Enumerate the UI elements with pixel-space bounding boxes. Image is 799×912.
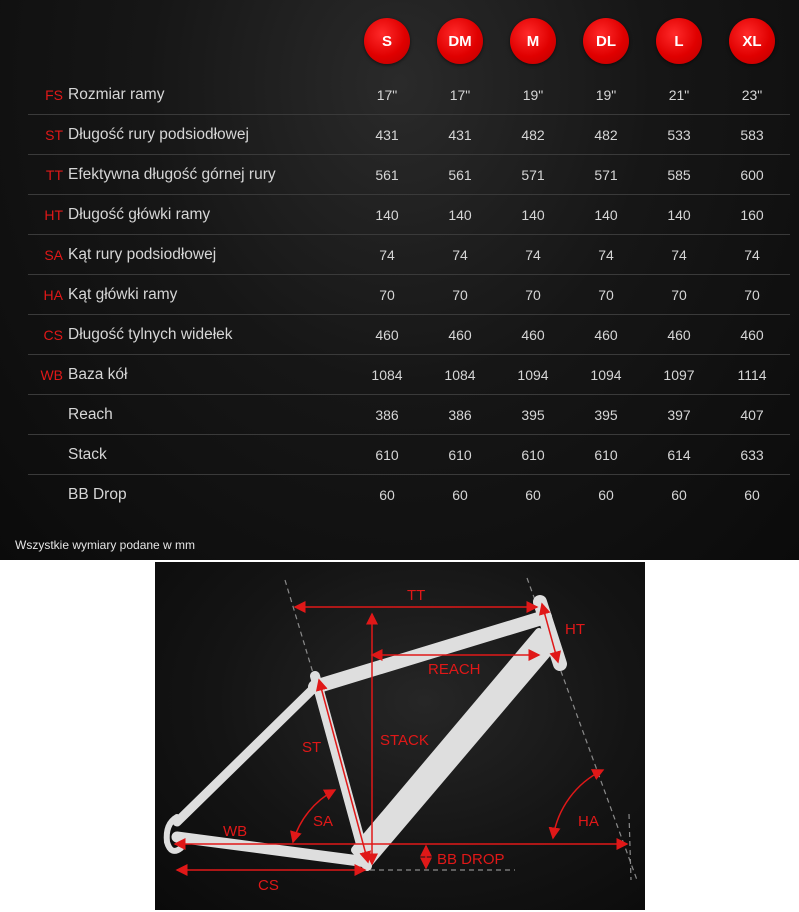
table-cell: 1097 (663, 367, 695, 383)
ht-label: HT (565, 621, 585, 638)
dimension-label: Efektywna długość górnej rury (68, 166, 276, 183)
table-cell: 60 (525, 487, 541, 503)
size-badge-l: L (656, 18, 702, 64)
table-cell: 70 (598, 287, 614, 303)
table-cell: 1114 (737, 367, 767, 383)
table-cell: 140 (521, 207, 545, 223)
table-row (28, 395, 790, 435)
dimension-label: Długość rury podsiodłowej (68, 126, 249, 143)
wb-label: WB (223, 823, 248, 840)
table-cell: 21" (668, 87, 690, 103)
table-cell: 460 (448, 327, 472, 343)
table-cell: 140 (594, 207, 618, 223)
table-cell: 395 (594, 407, 618, 423)
table-cell: 397 (667, 407, 691, 423)
table-cell: 74 (598, 247, 614, 263)
table-cell: 585 (667, 167, 691, 183)
table-cell: 70 (525, 287, 541, 303)
dimension-code: ST (45, 127, 63, 143)
table-row (28, 355, 790, 395)
table-cell: 1094 (590, 367, 622, 383)
table-cell: 533 (667, 127, 691, 143)
table-cell: 23" (741, 87, 763, 103)
table-row (28, 435, 790, 475)
table-cell: 610 (448, 447, 472, 463)
table-cell: 17" (376, 87, 398, 103)
chain-stay (177, 837, 367, 862)
table-cell: 431 (375, 127, 399, 143)
table-cell: 19" (522, 87, 544, 103)
table-cell: 386 (375, 407, 399, 423)
dimension-label: Długość główki ramy (68, 206, 211, 223)
table-cell: 19" (595, 87, 617, 103)
table-cell: 571 (594, 167, 618, 183)
table-row (28, 115, 790, 155)
st-label: ST (302, 739, 322, 756)
table-cell: 60 (379, 487, 395, 503)
table-cell: 460 (375, 327, 399, 343)
table-cell: 70 (671, 287, 687, 303)
dimension-label: Reach (68, 406, 113, 423)
size-badge-dm: DM (437, 18, 483, 64)
table-cell: 460 (594, 327, 618, 343)
frame-geometry-diagram (155, 562, 645, 910)
table-row (28, 275, 790, 315)
table-cell: 583 (740, 127, 764, 143)
dimension-label: Stack (68, 446, 107, 463)
table-cell: 140 (667, 207, 691, 223)
table-cell: 74 (744, 247, 760, 263)
table-cell: 60 (598, 487, 614, 503)
table-cell: 600 (740, 167, 764, 183)
table-row (28, 315, 790, 355)
ha-label: HA (578, 813, 599, 830)
table-cell: 70 (452, 287, 468, 303)
table-cell: 74 (452, 247, 468, 263)
size-badge-xl: XL (729, 18, 775, 64)
table-cell: 60 (452, 487, 468, 503)
bb-drop-label: BB DROP (437, 851, 505, 868)
sa-label: SA (313, 813, 334, 830)
table-cell: 571 (521, 167, 545, 183)
size-badge-dl: DL (583, 18, 629, 64)
table-cell: 431 (448, 127, 472, 143)
dimension-label: Kąt rury podsiodłowej (68, 246, 217, 263)
table-cell: 70 (379, 287, 395, 303)
units-footnote: Wszystkie wymiary podane w mm (15, 538, 196, 552)
dimension-code (28, 475, 63, 515)
table-cell: 1084 (444, 367, 476, 383)
dimension-label: Kąt główki ramy (68, 286, 178, 303)
table-cell: 140 (375, 207, 399, 223)
table-cell: 140 (448, 207, 472, 223)
table-cell: 460 (667, 327, 691, 343)
table-row (28, 155, 790, 195)
dimension-code: WB (40, 367, 63, 383)
reach-label: REACH (428, 661, 481, 678)
size-badge-s: S (364, 18, 410, 64)
dimension-label: Baza kół (68, 366, 128, 383)
dimension-code: CS (43, 327, 63, 343)
table-row (28, 235, 790, 275)
table-cell: 74 (525, 247, 541, 263)
table-cell: 610 (375, 447, 399, 463)
cs-label: CS (258, 877, 279, 894)
dimension-label: BB Drop (68, 486, 127, 503)
geometry-table (28, 75, 790, 515)
table-cell: 614 (667, 447, 691, 463)
size-badge-m: M (510, 18, 556, 64)
size-header (0, 18, 799, 64)
dimension-code: HA (43, 287, 63, 303)
table-cell: 70 (744, 287, 760, 303)
table-cell: 561 (448, 167, 472, 183)
dimension-code (28, 395, 63, 435)
table-cell: 60 (744, 487, 760, 503)
table-cell: 74 (671, 247, 687, 263)
stack-label: STACK (380, 732, 429, 749)
table-cell: 395 (521, 407, 545, 423)
table-cell: 17" (449, 87, 471, 103)
dimension-label: Długość tylnych widełek (68, 326, 233, 343)
dimension-code: TT (45, 167, 63, 183)
table-cell: 74 (379, 247, 395, 263)
table-cell: 386 (448, 407, 472, 423)
table-cell: 407 (740, 407, 764, 423)
dimension-code: SA (44, 247, 63, 263)
tt-label: TT (407, 587, 426, 604)
table-cell: 482 (521, 127, 545, 143)
dimension-label: Rozmiar ramy (68, 86, 165, 103)
frame-diagram-svg (155, 562, 645, 910)
table-cell: 60 (671, 487, 687, 503)
seat-tube (315, 676, 367, 866)
table-row (28, 195, 790, 235)
table-cell: 610 (594, 447, 618, 463)
table-cell: 482 (594, 127, 618, 143)
table-cell: 1084 (371, 367, 403, 383)
table-cell: 460 (521, 327, 545, 343)
table-cell: 460 (740, 327, 764, 343)
table-cell: 610 (521, 447, 545, 463)
table-row (28, 475, 790, 515)
table-cell: 633 (740, 447, 764, 463)
table-cell: 160 (740, 207, 764, 223)
dimension-code: FS (45, 87, 63, 103)
seat-stay (177, 687, 315, 822)
dimension-code (28, 435, 63, 475)
table-cell: 1094 (517, 367, 549, 383)
dimension-code: HT (44, 207, 63, 223)
table-row (28, 75, 790, 115)
table-cell: 561 (375, 167, 399, 183)
st-dimension-line (319, 680, 368, 862)
